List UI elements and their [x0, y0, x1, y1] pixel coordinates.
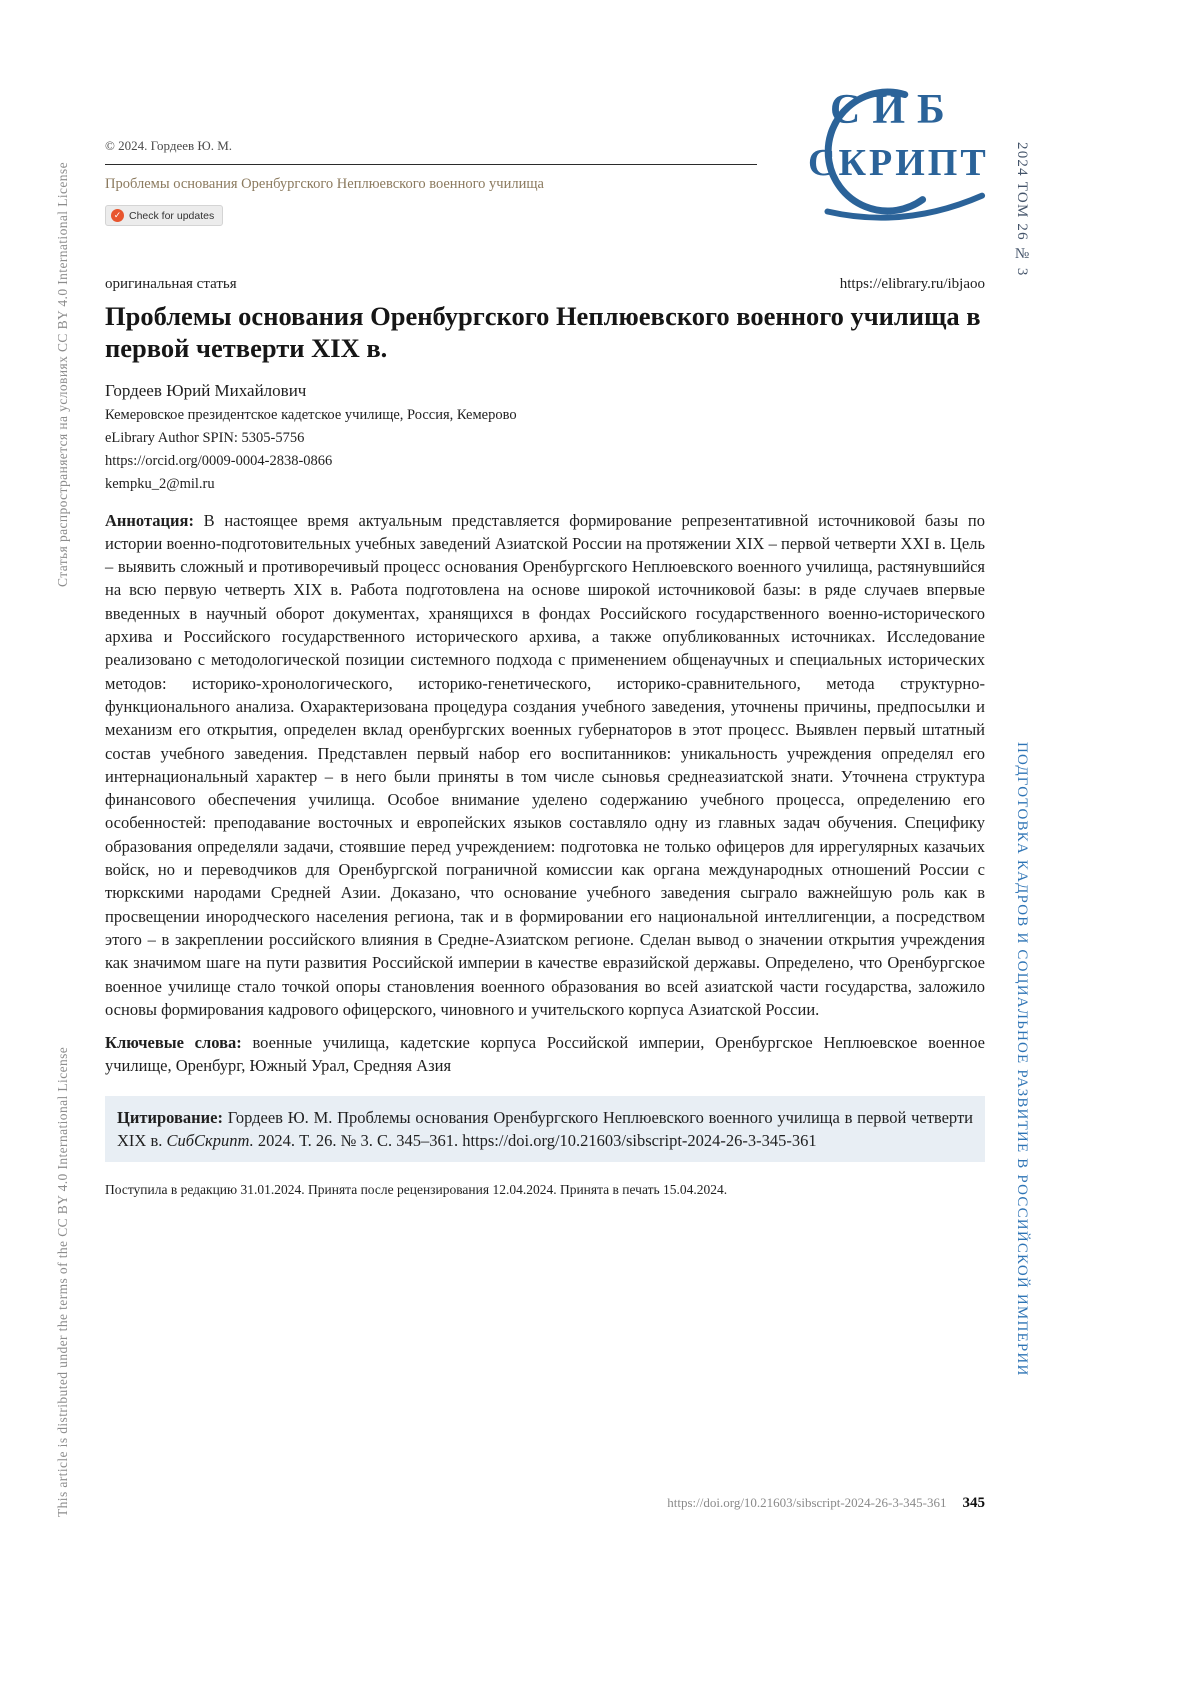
license-note-ru: Статья распространяется на условиях CC BY 4.0 International License [55, 162, 70, 587]
page-number: 345 [962, 1495, 985, 1511]
citation-text: Гордеев Ю. М. Проблемы основания Оренбургского Неплюевского военного училища в первой четверти XIX в. [117, 1107, 974, 1151]
article-meta-row [105, 276, 985, 293]
orcid-link[interactable]: https://orcid.org/0009-0004-2838-0866 [105, 452, 333, 469]
check-for-updates-badge[interactable] [105, 205, 223, 226]
keywords-text: военные училища, кадетские корпуса Российской империи, Оренбургское Неплюевское военное училище, Оренбург, Южный Урал, Средняя Азия [105, 1033, 985, 1076]
citation-label: Цитирование: [117, 1107, 223, 1127]
volume-info: 2024 ТОМ 26 № 3 [1014, 142, 1030, 277]
citation-tail: 2024. Т. 26. № 3. С. 345–361. [257, 1131, 459, 1151]
running-head: Проблемы основания Оренбургского Неплюевского военного училища [105, 176, 544, 192]
abstract-text: В настоящее время актуальным представляется формирование репрезентативной источниковой базы по истории военно-подготовительных учебных заведений Азиатской России на протяжении XIX – первой четверти XXI в. Цель – выявить сложный и противоречивый процесс основания Оренбургского Неплюевского военного училища, растянувшийся на всю первую четверть XIX в. Работа подготовлена на основе широкой источниковой базы: в ряде случаев впервые введенных в научный оборот документах, хранящихся в фондах Российского государственного военно-исторического архива и Российского государственного исторического архива, а также опубликованных источниках. Исследование реализовано с методологической позиции системного подхода с применением общенаучных и специальных исторических методов: историко-хронологического, историко-генетического, историко-сравнительного, метода структурно-функционального анализа. Охарактеризована процедура создания учебного заведения, уточнены причины, предпосылки и механизм его открытия, определен вклад оренбургских военных губернаторов в этот процесс. Выявлен первый штатный состав учебного заведения. Представлен первый набор его воспитанников: уникальность учреждения определял его интернациональный характер – в него были приняты в том числе сыновья среднеазиатской знати. Уточнена структура финансового обеспечения училища. Особое внимание уделено содержанию учебного процесса, определению его особенностей: преподавание восточных и европейских языков составляло одну из главных задач обучения. Специфику образования определяли задачи, стоявшие перед учреждением: подготовка не только офицеров для иррегулярных казачьих войск, но и переводчиков для Оренбургской пограничной комиссии как органа международных отношений России с тюркскими народами Средней Азии. Доказано, что основание учебного заведения сыграло важнейшую роль как в просвещении инородческого населения региона, так и в формировании его национальной интеллигенции, а посредством этого – в закреплении российского влияния в Средне-Азиатском регионе. Сделан вывод о значении открытия учреждения как значимом шаге на пути развития Российской империи в качестве евразийской державы. Определено, что Оренбургское военное училище стало точкой опоры становления военного образования во всей азиатской части государства, заложило основы формирования кадрового офицерского, чиновного и учительского корпуса Азиатской России. [105, 510, 985, 1019]
copyright-line: © 2024. Гордеев Ю. М. [105, 138, 233, 153]
keywords-label: Ключевые слова: [105, 1033, 242, 1053]
page-footer [105, 1494, 985, 1512]
header-divider [105, 164, 757, 165]
author-name: Гордеев Юрий Михайлович [105, 380, 307, 400]
elibrary-link[interactable]: https://elibrary.ru/ibjaoo [839, 276, 985, 292]
abstract-paragraph [105, 509, 985, 1022]
author-affiliation: Кемеровское президентское кадетское училище, Россия, Кемерово [105, 406, 517, 423]
section-title: ПОДГОТОВКА КАДРОВ И СОЦИАЛЬНОЕ РАЗВИТИЕ В РОССИЙСКОЙ ИМПЕРИИ [1014, 742, 1030, 1377]
author-email-link[interactable]: kempku_2@mil.ru [105, 475, 215, 492]
abstract-label: Аннотация: [105, 510, 194, 530]
logo-text-line1: СИБ [830, 87, 957, 133]
keywords-paragraph [105, 1031, 985, 1078]
article-title: Проблемы основания Оренбургского Неплюевского военного училища в первой четверти XIX в. [105, 301, 981, 363]
footer-doi-link[interactable]: https://doi.org/10.21603/sibscript-2024-26-3-345-361 [667, 1495, 947, 1510]
main-column [105, 138, 985, 1198]
citation-journal-name: СибСкрипт. [166, 1131, 254, 1151]
citation-block [105, 1096, 985, 1163]
citation-doi-link[interactable]: https://doi.org/10.21603/sibscript-2024-26-3-345-361 [462, 1131, 817, 1151]
article-type-label: оригинальная статья [105, 276, 237, 292]
license-note-en: This article is distributed under the terms of the CC BY 4.0 International License [55, 1046, 70, 1517]
logo-text-line2: СКРИПТ [808, 142, 989, 184]
submission-dates: Поступила в редакцию 31.01.2024. Принята после рецензирования 12.04.2024. Принята в печать 15.04.2024. [105, 1182, 728, 1198]
author-spin: eLibrary Author SPIN: 5305-5756 [105, 429, 305, 446]
crossmark-label: Check for updates [129, 209, 215, 222]
crossmark-icon: ✓ [111, 209, 124, 222]
